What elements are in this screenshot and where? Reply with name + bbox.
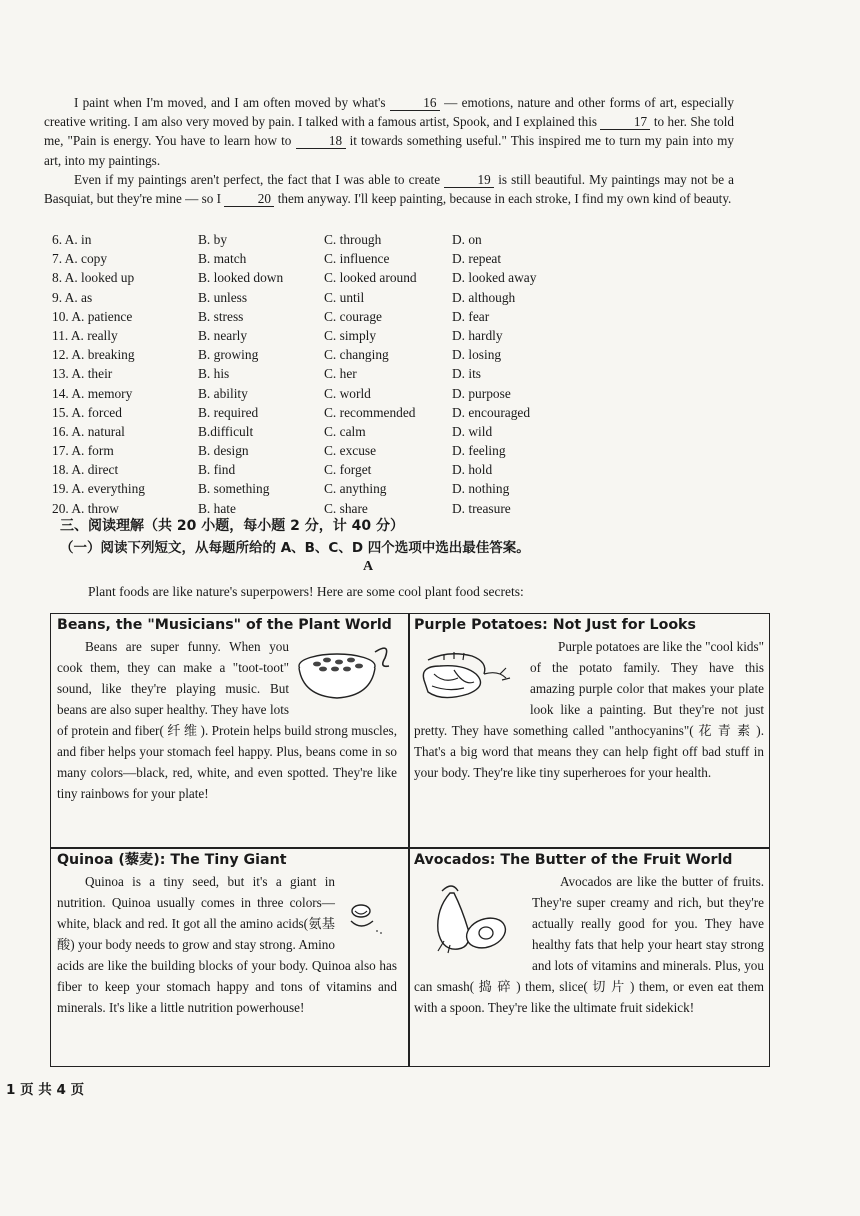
- beans-title: Beans, the "Musicians" of the Plant World: [57, 617, 392, 633]
- avocados-box: [414, 850, 764, 1018]
- option-d: D. losing: [452, 347, 502, 363]
- section-instructions: （一）阅读下列短文，从每题所给的 A、B、C、D 四个选项中选出最佳答案。: [60, 540, 530, 556]
- option-c: C. calm: [324, 423, 366, 439]
- option-c: C. courage: [324, 308, 383, 324]
- option-c: C. influence: [324, 251, 390, 267]
- option-d: D. repeat: [452, 251, 502, 267]
- option-c: C. simply: [324, 327, 377, 343]
- blank-17: 17: [600, 115, 650, 130]
- avocados-title: Avocados: The Butter of the Fruit World: [414, 852, 733, 868]
- option-c: C. until: [324, 289, 365, 305]
- option-d: D. on: [452, 232, 482, 247]
- option-b: B. growing: [198, 347, 259, 363]
- option-a: 7. A. copy: [52, 251, 108, 267]
- option-row: [52, 364, 612, 383]
- option-a: 17. A. form: [52, 443, 114, 459]
- option-d: D. hold: [452, 462, 493, 478]
- quinoa-seed-icon: [341, 897, 389, 941]
- beans-text: Beans are super funny. When you cook them, they can make a "toot-toot" sound, like they're playing music. But beans are also super healthy. They have lots of protein and fiber( 纤 维 ). Protein helps build strong muscles, and fiber helps your stomach feel happy. Plus, beans come in so many colors—black, red, white, and even spotted. They're like tiny rainbows for your plate!: [57, 639, 397, 801]
- option-a: 11. A. really: [52, 327, 118, 343]
- option-a: 16. A. natural: [52, 423, 125, 439]
- option-a: 19. A. everything: [52, 481, 145, 497]
- option-a: 10. A. patience: [52, 308, 133, 324]
- option-b: B. unless: [198, 289, 248, 305]
- option-a: 18. A. direct: [52, 462, 119, 478]
- option-row: [52, 288, 612, 307]
- option-d: D. hardly: [452, 327, 503, 343]
- option-d: D. encouraged: [452, 404, 531, 420]
- purple-potatoes-text: Purple potatoes are like the "cool kids" of the potato family. They have this amazing purple color that makes your plate look like a painting. But they're not just pretty. They have something called "anthocyanins"( 花 青 素 ). That's a big word that means they can help fight off bad stuff in your body. They're like tiny superheroes for your health.: [414, 639, 764, 780]
- part-label: A: [363, 559, 374, 574]
- option-c: C. looked around: [324, 270, 417, 286]
- option-a: 13. A. their: [52, 366, 113, 382]
- passage-paragraph-2: Even if my paintings aren't perfect, the fact that I was able to create 19 is still beautiful. My paintings may not be a Basquiat, but they're mine — so I 20 them anyway. I'll keep painting, because in each stroke, I find my own kind of beauty.: [44, 171, 735, 207]
- option-a: 20. A. throw: [52, 500, 119, 516]
- option-c: C. through: [324, 232, 382, 247]
- option-row: [52, 422, 612, 441]
- avocados-text: Avocados are like the butter of fruits. They're super creamy and rich, but they're actually really good for you. They have healthy fats that help your heart stay strong and lots of vitamins and minerals. Plus, you can smash( 捣 碎 ) them, slice( 切 片 ) them, or even eat them with a spoon. They're like the ultimate fruit sidekick!: [414, 874, 764, 1015]
- option-b: B. stress: [198, 308, 244, 324]
- option-d: D. wild: [452, 423, 493, 439]
- option-a: 15. A. forced: [52, 404, 122, 420]
- option-a: 8. A. looked up: [52, 270, 135, 286]
- option-c: C. recommended: [324, 404, 416, 420]
- option-c: C. her: [324, 366, 357, 382]
- option-row: [52, 345, 612, 364]
- purple-potatoes-title: Purple Potatoes: Not Just for Looks: [414, 617, 696, 633]
- option-row: [52, 249, 612, 268]
- option-d: D. nothing: [452, 481, 510, 497]
- purple-potatoes-box: [414, 615, 764, 783]
- option-d: D. its: [452, 366, 482, 382]
- option-b: B. something: [198, 481, 270, 497]
- option-d: D. purpose: [452, 385, 511, 401]
- option-c: C. excuse: [324, 443, 377, 459]
- beans-bowl-icon: [293, 638, 397, 702]
- quinoa-box: [57, 850, 397, 1018]
- option-row: [52, 479, 612, 498]
- option-row: [52, 307, 612, 326]
- blank-16: 16: [390, 96, 440, 111]
- option-c: C. changing: [324, 347, 389, 363]
- option-row: [52, 384, 612, 403]
- option-c: C. anything: [324, 481, 387, 497]
- blank-19: 19: [444, 173, 494, 188]
- option-row: [52, 441, 612, 460]
- reading-intro: Plant foods are like nature's superpowers! Here are some cool plant food secrets:: [88, 584, 524, 599]
- page-footer: 1 页 共 4 页: [6, 1082, 85, 1098]
- option-b: B.difficult: [198, 423, 254, 439]
- plant-foods-table: [50, 613, 770, 1067]
- option-c: C. world: [324, 385, 371, 401]
- option-b: B. looked down: [198, 270, 284, 286]
- option-b: B. design: [198, 443, 249, 459]
- option-a: 14. A. memory: [52, 385, 133, 401]
- option-row: [52, 326, 612, 345]
- beans-box: [57, 615, 397, 804]
- option-b: B. nearly: [198, 327, 248, 343]
- option-d: D. looked away: [452, 270, 537, 286]
- option-d: D. although: [452, 289, 516, 305]
- passage-paragraph-1: I paint when I'm moved, and I am often moved by what's 16 — emotions, nature and other forms of art, especially creative writing. I am also very moved by pain. I talked with a famous artist, Spook, and I explained this 17 to her. She told me, "Pain is energy. You have to learn how to 18 it towards something useful." This inspired me to turn my pain into my art, into my paintings.: [44, 95, 735, 168]
- option-c: C. forget: [324, 462, 372, 478]
- blank-20: 20: [224, 192, 274, 207]
- cloze-passage: [44, 93, 734, 208]
- blank-18: 18: [296, 134, 346, 149]
- option-b: B. hate: [198, 500, 236, 516]
- answer-options: [52, 230, 612, 518]
- option-b: B. by: [198, 232, 228, 247]
- option-d: D. fear: [452, 308, 490, 324]
- option-d: D. treasure: [452, 500, 511, 516]
- table-divider-vertical: [408, 614, 410, 1066]
- option-row: [52, 230, 612, 249]
- option-a: 12. A. breaking: [52, 347, 135, 363]
- quinoa-text: Quinoa is a tiny seed, but it's a giant in nutrition. Quinoa usually comes in three colors—white, black and red. It got all the amino acids(氨基酸) your body needs to grow and stay strong. Amino acids are like the building blocks of your body. Quinoa also has fiber to keep your stomach happy and tons of vitamins and minerals. It's like a little nutrition powerhouse!: [57, 874, 397, 1015]
- section-title: 三、阅读理解（共 20 小题，每小题 2 分，计 40 分）: [60, 518, 404, 534]
- purple-potato-icon: [414, 640, 522, 706]
- option-row: [52, 268, 612, 287]
- quinoa-title: Quinoa (藜麦): The Tiny Giant: [57, 852, 287, 868]
- table-divider-horizontal: [51, 847, 769, 849]
- option-b: B. match: [198, 251, 247, 267]
- option-a: 9. A. as: [52, 289, 93, 305]
- option-a: 6. A. in: [52, 232, 92, 247]
- option-row: [52, 403, 612, 422]
- option-b: B. ability: [198, 385, 248, 401]
- avocado-icon: [428, 879, 524, 959]
- option-d: D. feeling: [452, 443, 506, 459]
- option-b: B. find: [198, 462, 236, 478]
- option-b: B. his: [198, 366, 230, 382]
- option-b: B. required: [198, 404, 259, 420]
- option-c: C. share: [324, 500, 368, 516]
- option-row: [52, 460, 612, 479]
